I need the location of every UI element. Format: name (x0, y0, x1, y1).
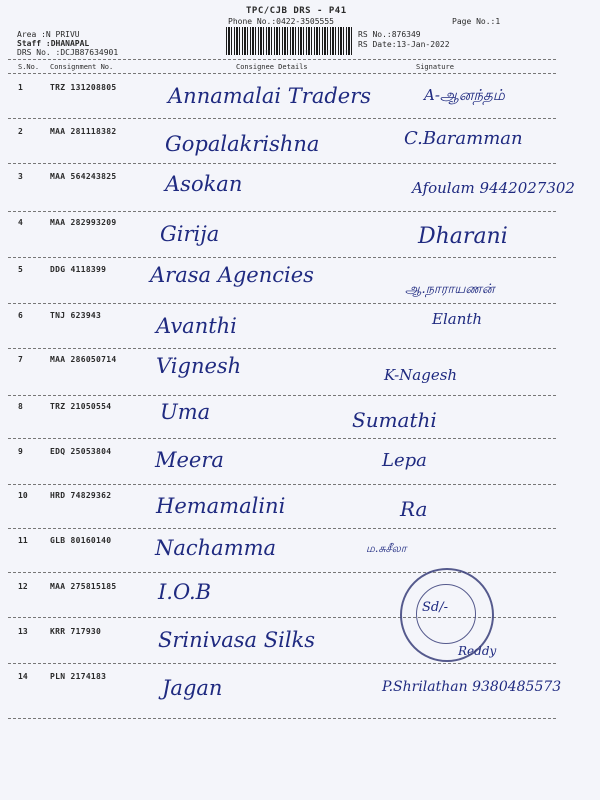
row-14-consignee: Jagan (162, 676, 223, 700)
row-9-signature: Lepa (382, 450, 427, 471)
row-14-signature: P.Shrilathan 9380485573 (382, 679, 562, 695)
col-signature: Signature (416, 63, 454, 71)
row-divider (8, 163, 556, 164)
rs-date: RS Date:13-Jan-2022 (358, 40, 450, 49)
col-sno: S.No. (18, 63, 40, 71)
office-seal-inner-ring (416, 584, 476, 644)
row-5-consignment: DDG 4118399 (50, 265, 107, 274)
col-consignment: Consignment No. (50, 63, 114, 71)
row-divider (8, 438, 556, 439)
row-divider (8, 528, 556, 529)
row-12-signature: Sd/- (422, 600, 448, 615)
row-13-consignment: KRR 717930 (50, 627, 102, 636)
row-10-sno: 10 (18, 491, 28, 500)
row-7-consignment: MAA 286050714 (50, 355, 117, 364)
row-12-sno: 12 (18, 582, 28, 591)
row-divider (8, 484, 556, 485)
row-6-sno: 6 (18, 311, 23, 320)
row-divider (8, 348, 556, 349)
row-4-consignment: MAA 282993209 (50, 218, 117, 227)
row-1-consignee: Annamalai Traders (168, 84, 372, 108)
row-divider (8, 572, 556, 573)
row-2-signature: C.Baramman (404, 128, 523, 149)
row-10-consignment: HRD 74829362 (50, 491, 112, 500)
row-6-consignee: Avanthi (156, 314, 237, 338)
row-4-sno: 4 (18, 218, 23, 227)
staff-label: Staff :DHANAPAL (17, 39, 90, 48)
row-6-consignment: TNJ 623943 (50, 311, 102, 320)
row-divider (8, 718, 556, 719)
header-divider-top (8, 59, 556, 60)
row-9-sno: 9 (18, 447, 23, 456)
row-13-signature: Reddy (458, 644, 497, 658)
row-14-sno: 14 (18, 672, 28, 681)
row-divider (8, 211, 556, 212)
document-title: TPC/CJB DRS - P41 (246, 6, 347, 16)
row-3-sno: 3 (18, 172, 23, 181)
row-12-consignment: MAA 275815185 (50, 582, 117, 591)
row-10-consignee: Hemamalini (156, 494, 286, 518)
row-4-consignee: Girija (160, 222, 220, 246)
header-divider-bottom (8, 73, 556, 74)
row-1-consignment: TRZ 131208805 (50, 83, 117, 92)
row-5-sno: 5 (18, 265, 23, 274)
row-divider (8, 663, 556, 664)
row-7-sno: 7 (18, 355, 23, 364)
row-3-consignment: MAA 564243825 (50, 172, 117, 181)
row-8-consignee: Uma (160, 400, 211, 424)
row-9-consignment: EDQ 25053804 (50, 447, 112, 456)
barcode (226, 27, 354, 55)
row-13-consignee: Srinivasa Silks (158, 628, 316, 652)
row-2-sno: 2 (18, 127, 23, 136)
row-5-consignee: Arasa Agencies (150, 263, 314, 287)
row-1-sno: 1 (18, 83, 23, 92)
row-9-consignee: Meera (155, 448, 224, 472)
row-2-consignment: MAA 281118382 (50, 127, 117, 136)
office-seal-stamp (400, 568, 497, 662)
row-11-signature: ம.சுசீலா (366, 542, 407, 555)
row-7-signature: K-Nagesh (384, 366, 458, 384)
row-5-signature: ஆ.நாராயணன் (405, 282, 495, 297)
row-8-sno: 8 (18, 402, 23, 411)
row-13-sno: 13 (18, 627, 28, 636)
row-10-signature: Ra (400, 497, 428, 521)
row-divider (8, 257, 556, 258)
col-consignee: Consignee Details (236, 63, 308, 71)
row-7-consignee: Vignesh (156, 354, 242, 378)
row-divider (8, 395, 556, 396)
phone-number: Phone No.:0422-3505555 (228, 17, 334, 26)
row-6-signature: Elanth (432, 310, 483, 328)
row-14-consignment: PLN 2174183 (50, 672, 107, 681)
row-divider (8, 303, 556, 304)
rs-number: RS No.:876349 (358, 30, 421, 39)
row-divider (8, 118, 556, 119)
row-11-sno: 11 (18, 536, 28, 545)
row-2-consignee: Gopalakrishna (165, 132, 320, 156)
row-11-consignment: GLB 80160140 (50, 536, 112, 545)
row-3-consignee: Asokan (165, 172, 243, 196)
row-3-signature: Afoulam 9442027302 (412, 179, 575, 197)
row-12-consignee: I.O.B (158, 580, 212, 604)
row-11-consignee: Nachamma (155, 536, 277, 560)
row-4-signature: Dharani (418, 224, 508, 249)
drs-number: DRS No. :DCJB87634901 (17, 48, 119, 57)
area-label: Area :N PRIVU (17, 30, 80, 39)
row-8-consignment: TRZ 21050554 (50, 402, 112, 411)
row-8-signature: Sumathi (352, 408, 437, 432)
row-1-signature: A-ஆனந்தம் (424, 86, 505, 104)
page-number: Page No.:1 (452, 17, 501, 26)
